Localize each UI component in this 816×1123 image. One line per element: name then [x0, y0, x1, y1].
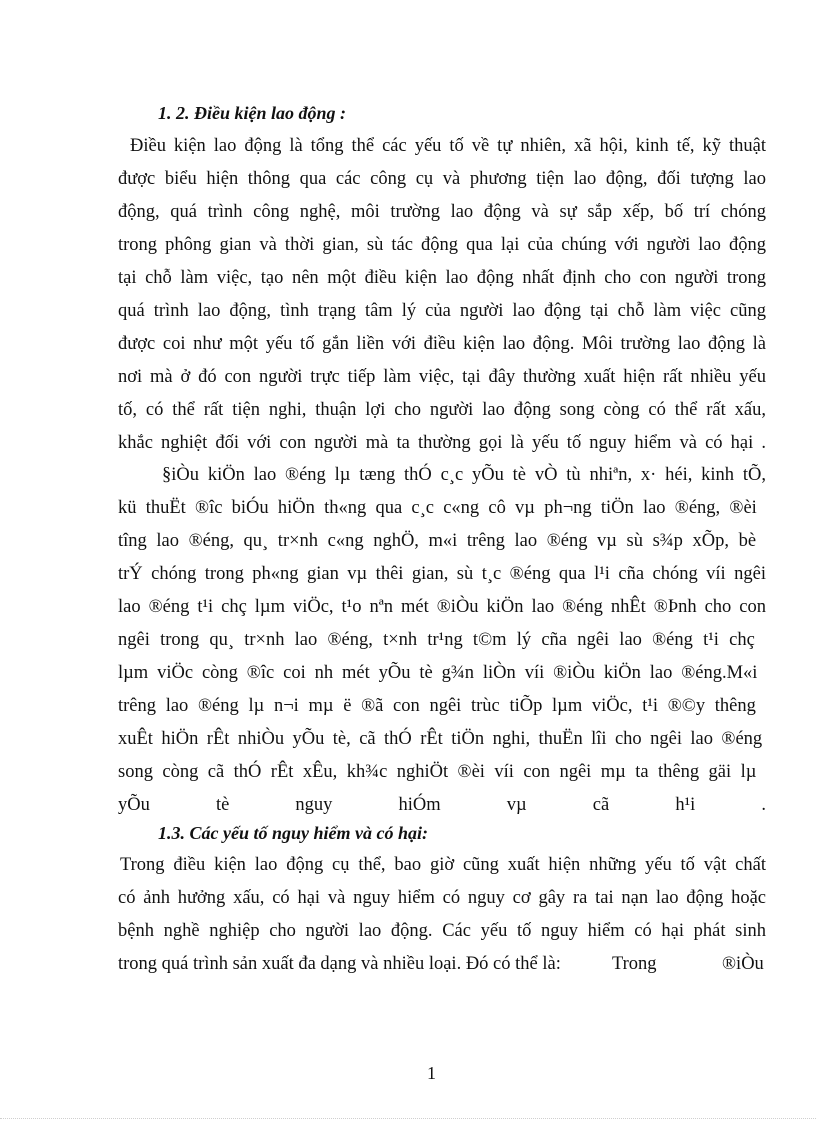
paragraph-line: tố, có thể rất tiện nghi, thuận lợi cho người lao động song còng có thể rất xấu,: [118, 400, 766, 420]
legacy-paragraph-line: xuÊt hiÖn rÊt nhiÒu yÕu tè, cã thÓ rÊt tiÖn nghi, thuËn lîi cho ngêi lao ®éng: [118, 729, 763, 749]
paragraph-line: quá trình lao động, tình trạng tâm lý của người lao động tại chỗ làm việc cũng: [118, 301, 766, 321]
legacy-paragraph-line: tîng lao ®éng, qu¸ tr×nh c«ng nghÖ, m«i trêng lao ®éng vµ sù s¾p xÕp, bè: [118, 531, 757, 551]
paragraph-line: được coi như một yếu tố gắn liền với điều kiện lao động. Môi trường lao động là: [118, 334, 766, 354]
legacy-paragraph-line: trêng lao ®éng lµ n¬i mµ ë ®ã con ngêi trùc tiÕp lµm viÖc, t¹i ®©y thêng: [118, 696, 756, 716]
legacy-paragraph-line: lao ®éng t¹i chç lµm viÖc, t¹o nªn mét ®iÒu kiÖn lao ®éng nhÊt ®Þnh cho con: [118, 597, 766, 617]
section-heading-1-3: 1.3. Các yếu tố nguy hiểm và có hại:: [158, 823, 428, 843]
section-heading-1-2: 1. 2. Điều kiện lao động :: [158, 103, 347, 123]
paragraph-line: bệnh nghề nghiệp cho người lao động. Các yếu tố nguy hiểm có hại phát sinh: [118, 921, 766, 941]
legacy-paragraph-line: trÝ chóng trong ph«ng gian vµ thêi gian, sù t¸c ®éng qua l¹i cña chóng víi ngêi: [118, 564, 766, 584]
page-bottom-border: [0, 1118, 816, 1119]
legacy-paragraph-line: song còng cã thÓ rÊt xÊu, kh¾c nghiÖt ®èi víi con ngêi mµ ta thêng gäi lµ: [118, 762, 757, 782]
paragraph-line: trong phông gian và thời gian, sù tác động qua lại của chúng với người lao động: [118, 235, 766, 255]
paragraph-line: nơi mà ở đó con người trực tiếp làm việc, tại đây thường xuất hiện rất nhiều yếu: [118, 367, 766, 387]
legacy-paragraph-line: §iÒu kiÖn lao ®éng lµ tæng thÓ c¸c yÕu tè vÒ tù nhiªn, x· héi, kinh tÕ,: [162, 465, 766, 485]
paragraph-line: khắc nghiệt đối với con người mà ta thường gọi là yếu tố nguy hiểm và có hại .: [118, 433, 766, 453]
legacy-paragraph-line: ngêi trong qu¸ tr×nh lao ®éng, t×nh tr¹ng t©m lý cña ngêi lao ®éng t¹i chç: [118, 630, 755, 650]
legacy-paragraph-line: yÕu tè nguy hiÓm vµ cã h¹i .: [118, 795, 766, 815]
paragraph-line: Điều kiện lao động là tổng thể các yếu tố về tự nhiên, xã hội, kinh tế, kỹ thuật: [130, 136, 766, 156]
paragraph-line: có ảnh hưởng xấu, có hại và nguy hiểm có nguy cơ gây ra tai nạn lao động hoặc: [118, 888, 766, 908]
paragraph-line: trong quá trình sản xuất đa dạng và nhiều loại. Đó có thể là:: [118, 954, 561, 974]
paragraph-line: được biểu hiện thông qua các công cụ và phương tiện lao động, đối tượng lao: [118, 169, 766, 189]
legacy-paragraph-line: lµm viÖc còng ®îc coi nh mét yÕu tè g¾n liÒn víi ®iÒu kiÖn lao ®éng.M«i: [118, 663, 758, 683]
legacy-paragraph-line: kü thuËt ®îc biÓu hiÖn th«ng qua c¸c c«ng cô vµ ph¬ng tiÖn lao ®éng, ®èi: [118, 498, 757, 518]
page-number: 1: [427, 1063, 436, 1083]
paragraph-line-fragment: ®iÒu: [722, 954, 764, 974]
paragraph-line: động, quá trình công nghệ, môi trường lao động và sự sắp xếp, bố trí chóng: [118, 202, 766, 222]
paragraph-line: Trong điều kiện lao động cụ thể, bao giờ cũng xuất hiện những yếu tố vật chất: [120, 855, 766, 875]
paragraph-line: tại chỗ làm việc, tạo nên một điều kiện lao động nhất định cho con người trong: [118, 268, 766, 288]
paragraph-line-fragment: Trong: [612, 954, 657, 974]
